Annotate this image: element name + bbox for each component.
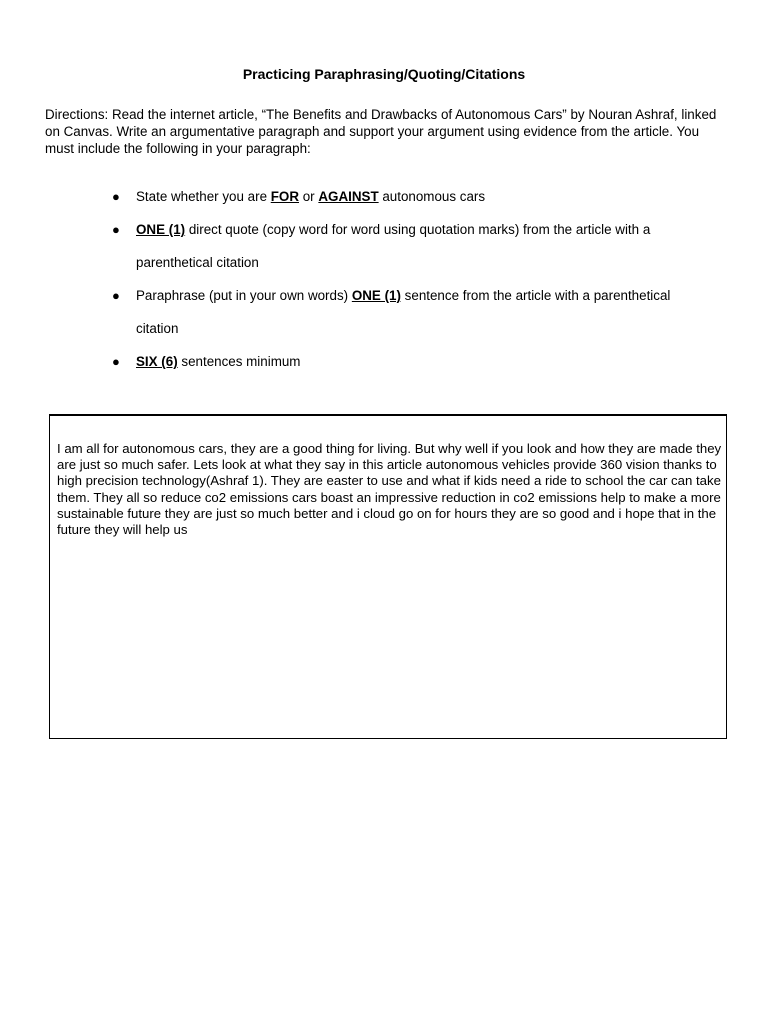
bullet-icon: ● [112,288,120,303]
bullet-text: State whether you are [136,189,271,204]
list-item-six-sentences [0,345,696,378]
answer-paragraph[interactable]: I am all for autonomous cars, they are a good thing for living. But why well if you look and how they are made they are just so much safer. Lets look at what they say in this article autonomous vehicles provide 360 vision thanks to high precision technology(Ashraf 1). They are easter to use and what if kids need a ride to school the car can take them. They all so reduce co2 emissions cars boast an impressive reduction in co2 emissions help to make a more sustainable future they are just so much better and i cloud go on for hours they are so good and i hope that in the future they will help us [57,441,722,538]
emphasis-for: FOR [270,189,299,204]
bullet-icon: ● [112,354,120,369]
answer-text-box[interactable] [49,414,727,739]
bullet-text: sentence from the article with a parenthetical citation [136,288,671,336]
bullet-text: direct quote (copy word for word using quotation marks) from the article with a parenthetical citation [136,222,651,270]
list-item-paraphrase [0,279,696,345]
bullet-text: or [299,189,319,204]
bullet-text: Paraphrase (put in your own words) [136,288,352,303]
emphasis-against: AGAINST [318,189,379,204]
bullet-text: autonomous cars [378,189,486,204]
list-item-for-against [0,180,696,213]
directions-text: Directions: Read the internet article, “The Benefits and Drawbacks of Autonomous Cars” by Nouran Ashraf, linked on Canvas. Write an argumentative paragraph and support your argument using evidence from the article. You must include the following in your paragraph: [45,107,717,156]
emphasis-one: ONE (1) [136,222,186,237]
bullet-text: sentences minimum [177,354,301,369]
bullet-icon: ● [112,222,120,237]
bullet-icon: ● [112,189,120,204]
list-item-direct-quote [0,213,696,279]
page-title: Practicing Paraphrasing/Quoting/Citations [242,66,526,82]
emphasis-six: SIX (6) [136,354,178,369]
emphasis-one: ONE (1) [351,288,401,303]
requirements-list [0,180,768,378]
